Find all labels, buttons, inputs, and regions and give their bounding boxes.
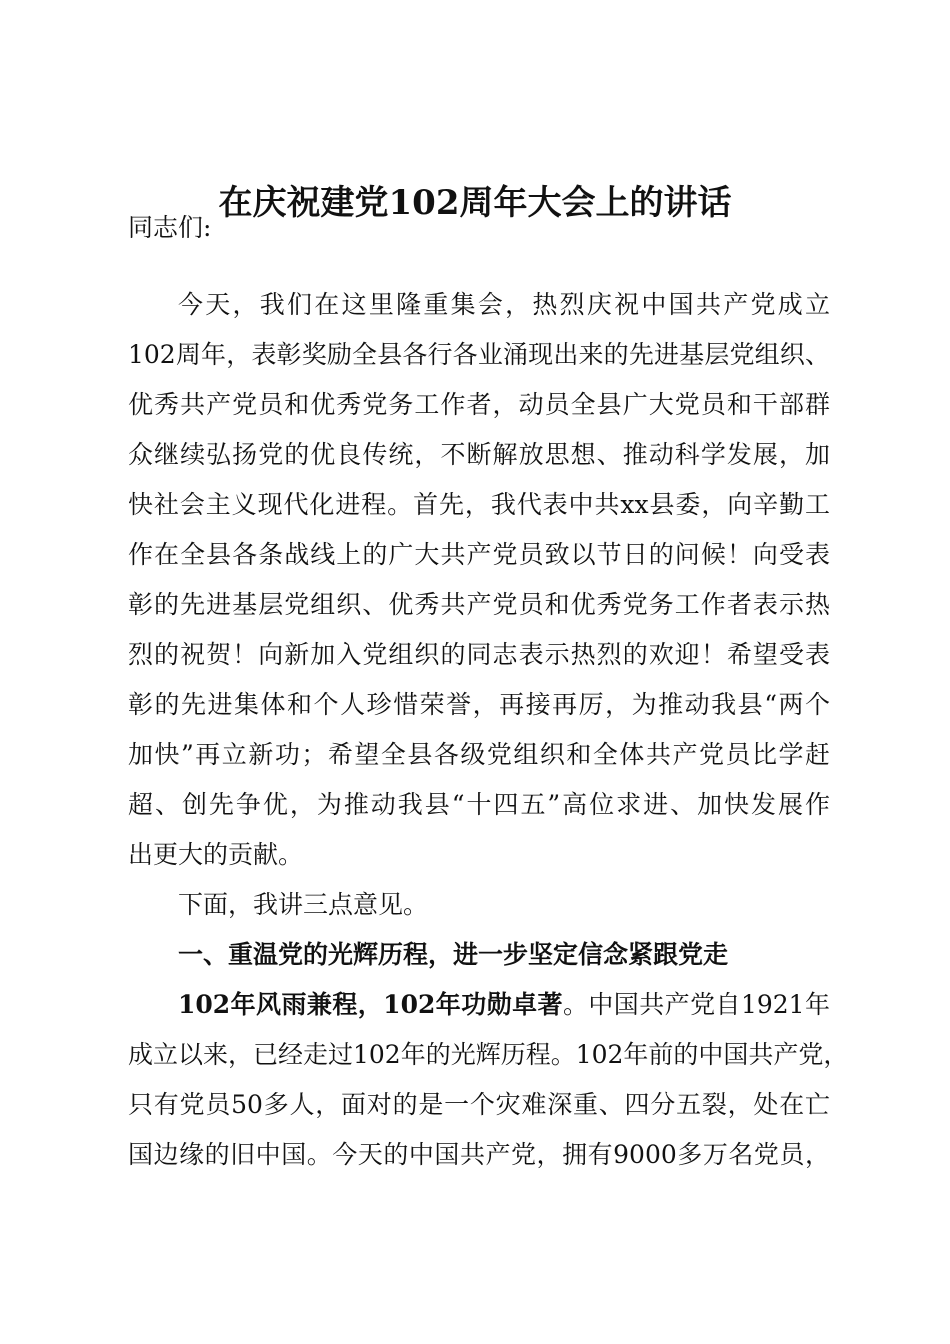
paragraph-line: 出更大的贡献。 (128, 840, 304, 869)
section-heading: 一、重温党的光辉历程，进一步坚定信念紧跟党走 (178, 940, 729, 969)
paragraph-line: 彰的先进集体和个人珍惜荣誉，再接再厉，为推动我县“两个 (128, 690, 830, 719)
paragraph-line: 加快”再立新功；希望全县各级党组织和全体共产党员比学赶 (128, 740, 830, 769)
salutation: 同志们: (128, 213, 212, 242)
paragraph-line: 下面，我讲三点意见。 (178, 890, 429, 919)
paragraph-line: 烈的祝贺！向新加入党组织的同志表示热烈的欢迎！希望受表 (128, 640, 830, 669)
paragraph-line (178, 988, 830, 1022)
paragraph-line: 众继续弘扬党的优良传统，不断解放思想、推动科学发展，加 (128, 440, 830, 469)
paragraph-line: 成立以来，已经走过102年的光辉历程。102年前的中国共产党， (128, 1040, 849, 1069)
paragraph-line: 只有党员50多人，面对的是一个灾难深重、四分五裂，处在亡 (128, 1090, 830, 1119)
paragraph-line: 今天，我们在这里隆重集会，热烈庆祝中国共产党成立 (178, 290, 830, 319)
paragraph-line: 作在全县各条战线上的广大共产党员致以节日的问候！向受表 (128, 540, 830, 569)
document-title: 在庆祝建党102周年大会上的讲话 (218, 183, 732, 223)
paragraph-line: 超、创先争优，为推动我县“十四五”高位求进、加快发展作 (128, 790, 830, 819)
paragraph-line: 彰的先进基层党组织、优秀共产党员和优秀党务工作者表示热 (128, 590, 830, 619)
lead-rest: 。中国共产党自1921年 (562, 990, 831, 1019)
paragraph-line: 国边缘的旧中国。今天的中国共产党，拥有9000多万名党员， (128, 1140, 830, 1169)
bold-lead: 102年风雨兼程，102年功勋卓著 (178, 990, 563, 1019)
paragraph-line: 102周年，表彰奖励全县各行各业涌现出来的先进基层党组织、 (128, 340, 830, 369)
paragraph-line: 快社会主义现代化进程。首先，我代表中共xx县委，向辛勤工 (128, 490, 830, 519)
paragraph-line: 优秀共产党员和优秀党务工作者，动员全县广大党员和干部群 (128, 390, 830, 419)
